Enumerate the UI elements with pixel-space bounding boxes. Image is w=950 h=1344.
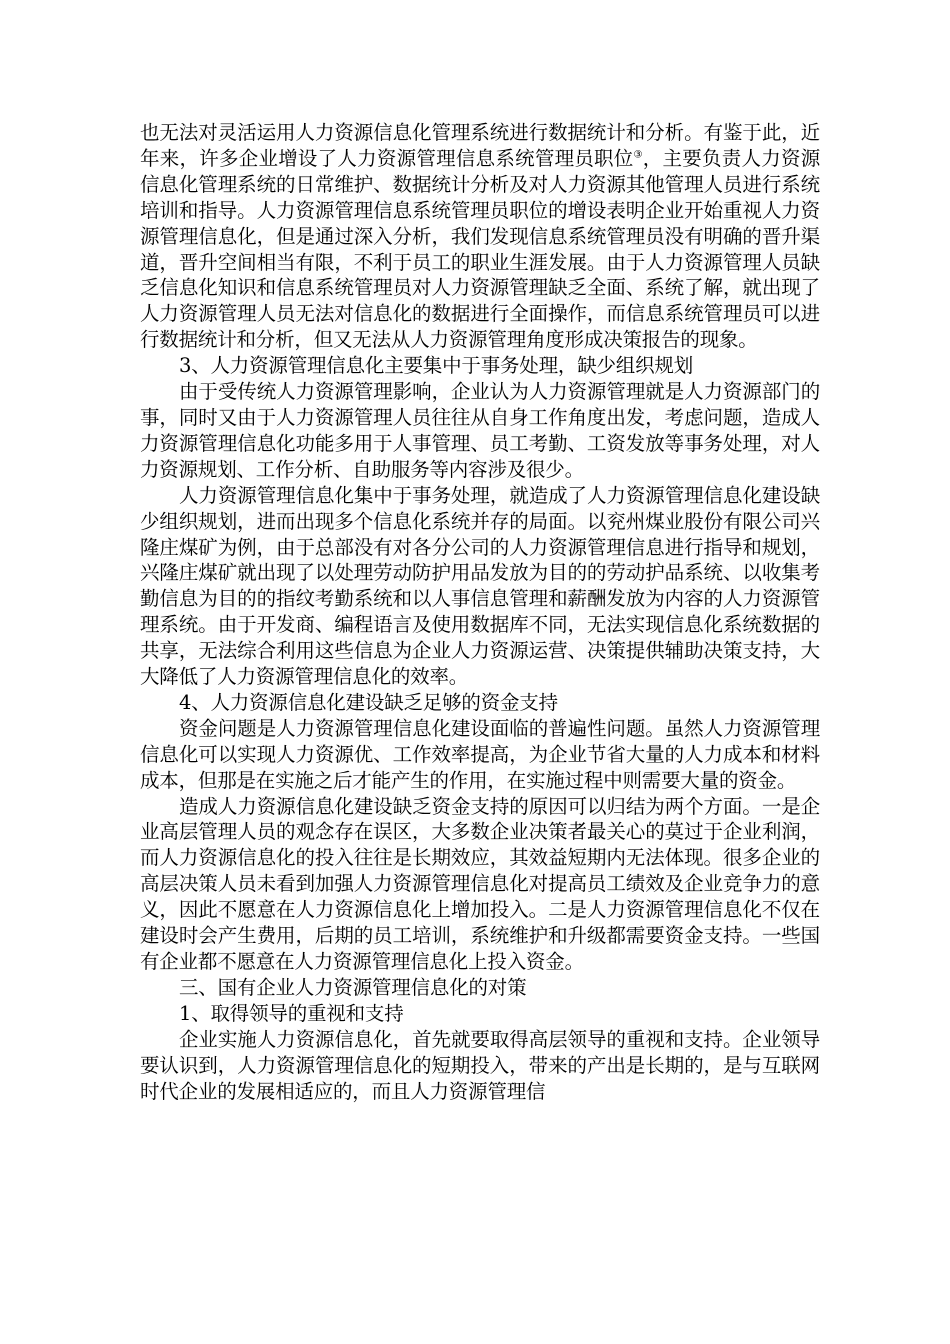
paragraph: 企业实施人力资源信息化，首先就要取得高层领导的重视和支持。企业领导要认识到，人力资源管理信息化的短期投入，带来的产出是长期的，是与互联网时代企业的发展相适应的，而且人力资源管理信 [140, 1027, 820, 1103]
section-heading-3: 3、人力资源管理信息化主要集中于事务处理，缺少组织规划 [179, 354, 694, 378]
paragraph-text: 也无法对灵活运用人力资源信息化管理系统进行数据统计和分析。有鉴于此，近年来，许多企业增设了人力资源管理信息系统管理员职位 [140, 121, 820, 170]
section-heading-1: 1、取得领导的重视和支持 [179, 1001, 404, 1025]
footnote-marker[interactable]: ③ [633, 149, 643, 161]
paragraph [140, 120, 820, 353]
section-heading-4: 4、人力资源信息化建设缺乏足够的资金支持 [179, 690, 558, 714]
paragraph: 由于受传统人力资源管理影响，企业认为人力资源管理就是人力资源部门的事，同时又由于人力资源管理人员往往从自身工作角度出发，考虑问题，造成人力资源管理信息化功能多用于人事管理、员工考勤、工资发放等事务处理，对人力资源规划、工作分析、自助服务等内容涉及很少。 [140, 380, 820, 481]
paragraph: 资金问题是人力资源管理信息化建设面临的普遍性问题。虽然人力资源管理信息化可以实现人力资源优、工作效率提高，为企业节省大量的人力成本和材料成本，但那是在实施之后才能产生的作用，在实施过程中则需要大量的资金。 [140, 716, 820, 792]
paragraph: 造成人力资源信息化建设缺乏资金支持的原因可以归结为两个方面。一是企业高层管理人员的观念存在误区，大多数企业决策者最关心的莫过于企业利润，而人力资源信息化的投入往往是长期效应，其效益短期内无法体现。很多企业的高层决策人员未看到加强人力资源管理信息化对提高员工绩效及企业竞争力的意义，因此不愿意在人力资源信息化上增加投入。二是人力资源管理信息化不仅在建设时会产生费用，后期的员工培训，系统维护和升级都需要资金支持。一些国有企业都不愿意在人力资源管理信息化上投入资金。 [140, 794, 820, 973]
paragraph: 人力资源管理信息化集中于事务处理，就造成了人力资源管理信息化建设缺少组织规划，进而出现多个信息化系统并存的局面。以兖州煤业股份有限公司兴隆庄煤矿为例，由于总部没有对各分公司的人力资源管理信息进行指导和规划，兴隆庄煤矿就出现了以处理劳动防护用品发放为目的的劳动护品系统、以收集考勤信息为目的的指纹考勤系统和以人事信息管理和薪酬发放为内容的人力资源管理系统。由于开发商、编程语言及使用数据库不同，无法实现信息化系统数据的共享，无法综合利用这些信息为企业人力资源运营、决策提供辅助决策支持，大大降低了人力资源管理信息化的效率。 [140, 483, 820, 689]
paragraph-text-continued: ，主要负责人力资源信息化管理系统的日常维护、数据统计分析及对人力资源其他管理人员进行系统培训和指导。人力资源管理信息系统管理员职位的增设表明企业开始重视人力资源管理信息化，但是通过深入分析，我们发现信息系统管理员没有明确的晋升渠道，晋升空间相当有限，不利于员工的职业生涯发展。由于人力资源管理人员缺乏信息化知识和信息系统管理员对人力资源管理缺乏全面、系统了解，就出现了人力资源管理人员无法对信息化的数据进行全面操作，而信息系统管理员可以进行数据统计和分析，但又无法从人力资源管理角度形成决策报告的现象。 [140, 146, 820, 352]
chapter-heading-3: 三、国有企业人力资源管理信息化的对策 [179, 975, 527, 999]
document-body [140, 120, 820, 1104]
